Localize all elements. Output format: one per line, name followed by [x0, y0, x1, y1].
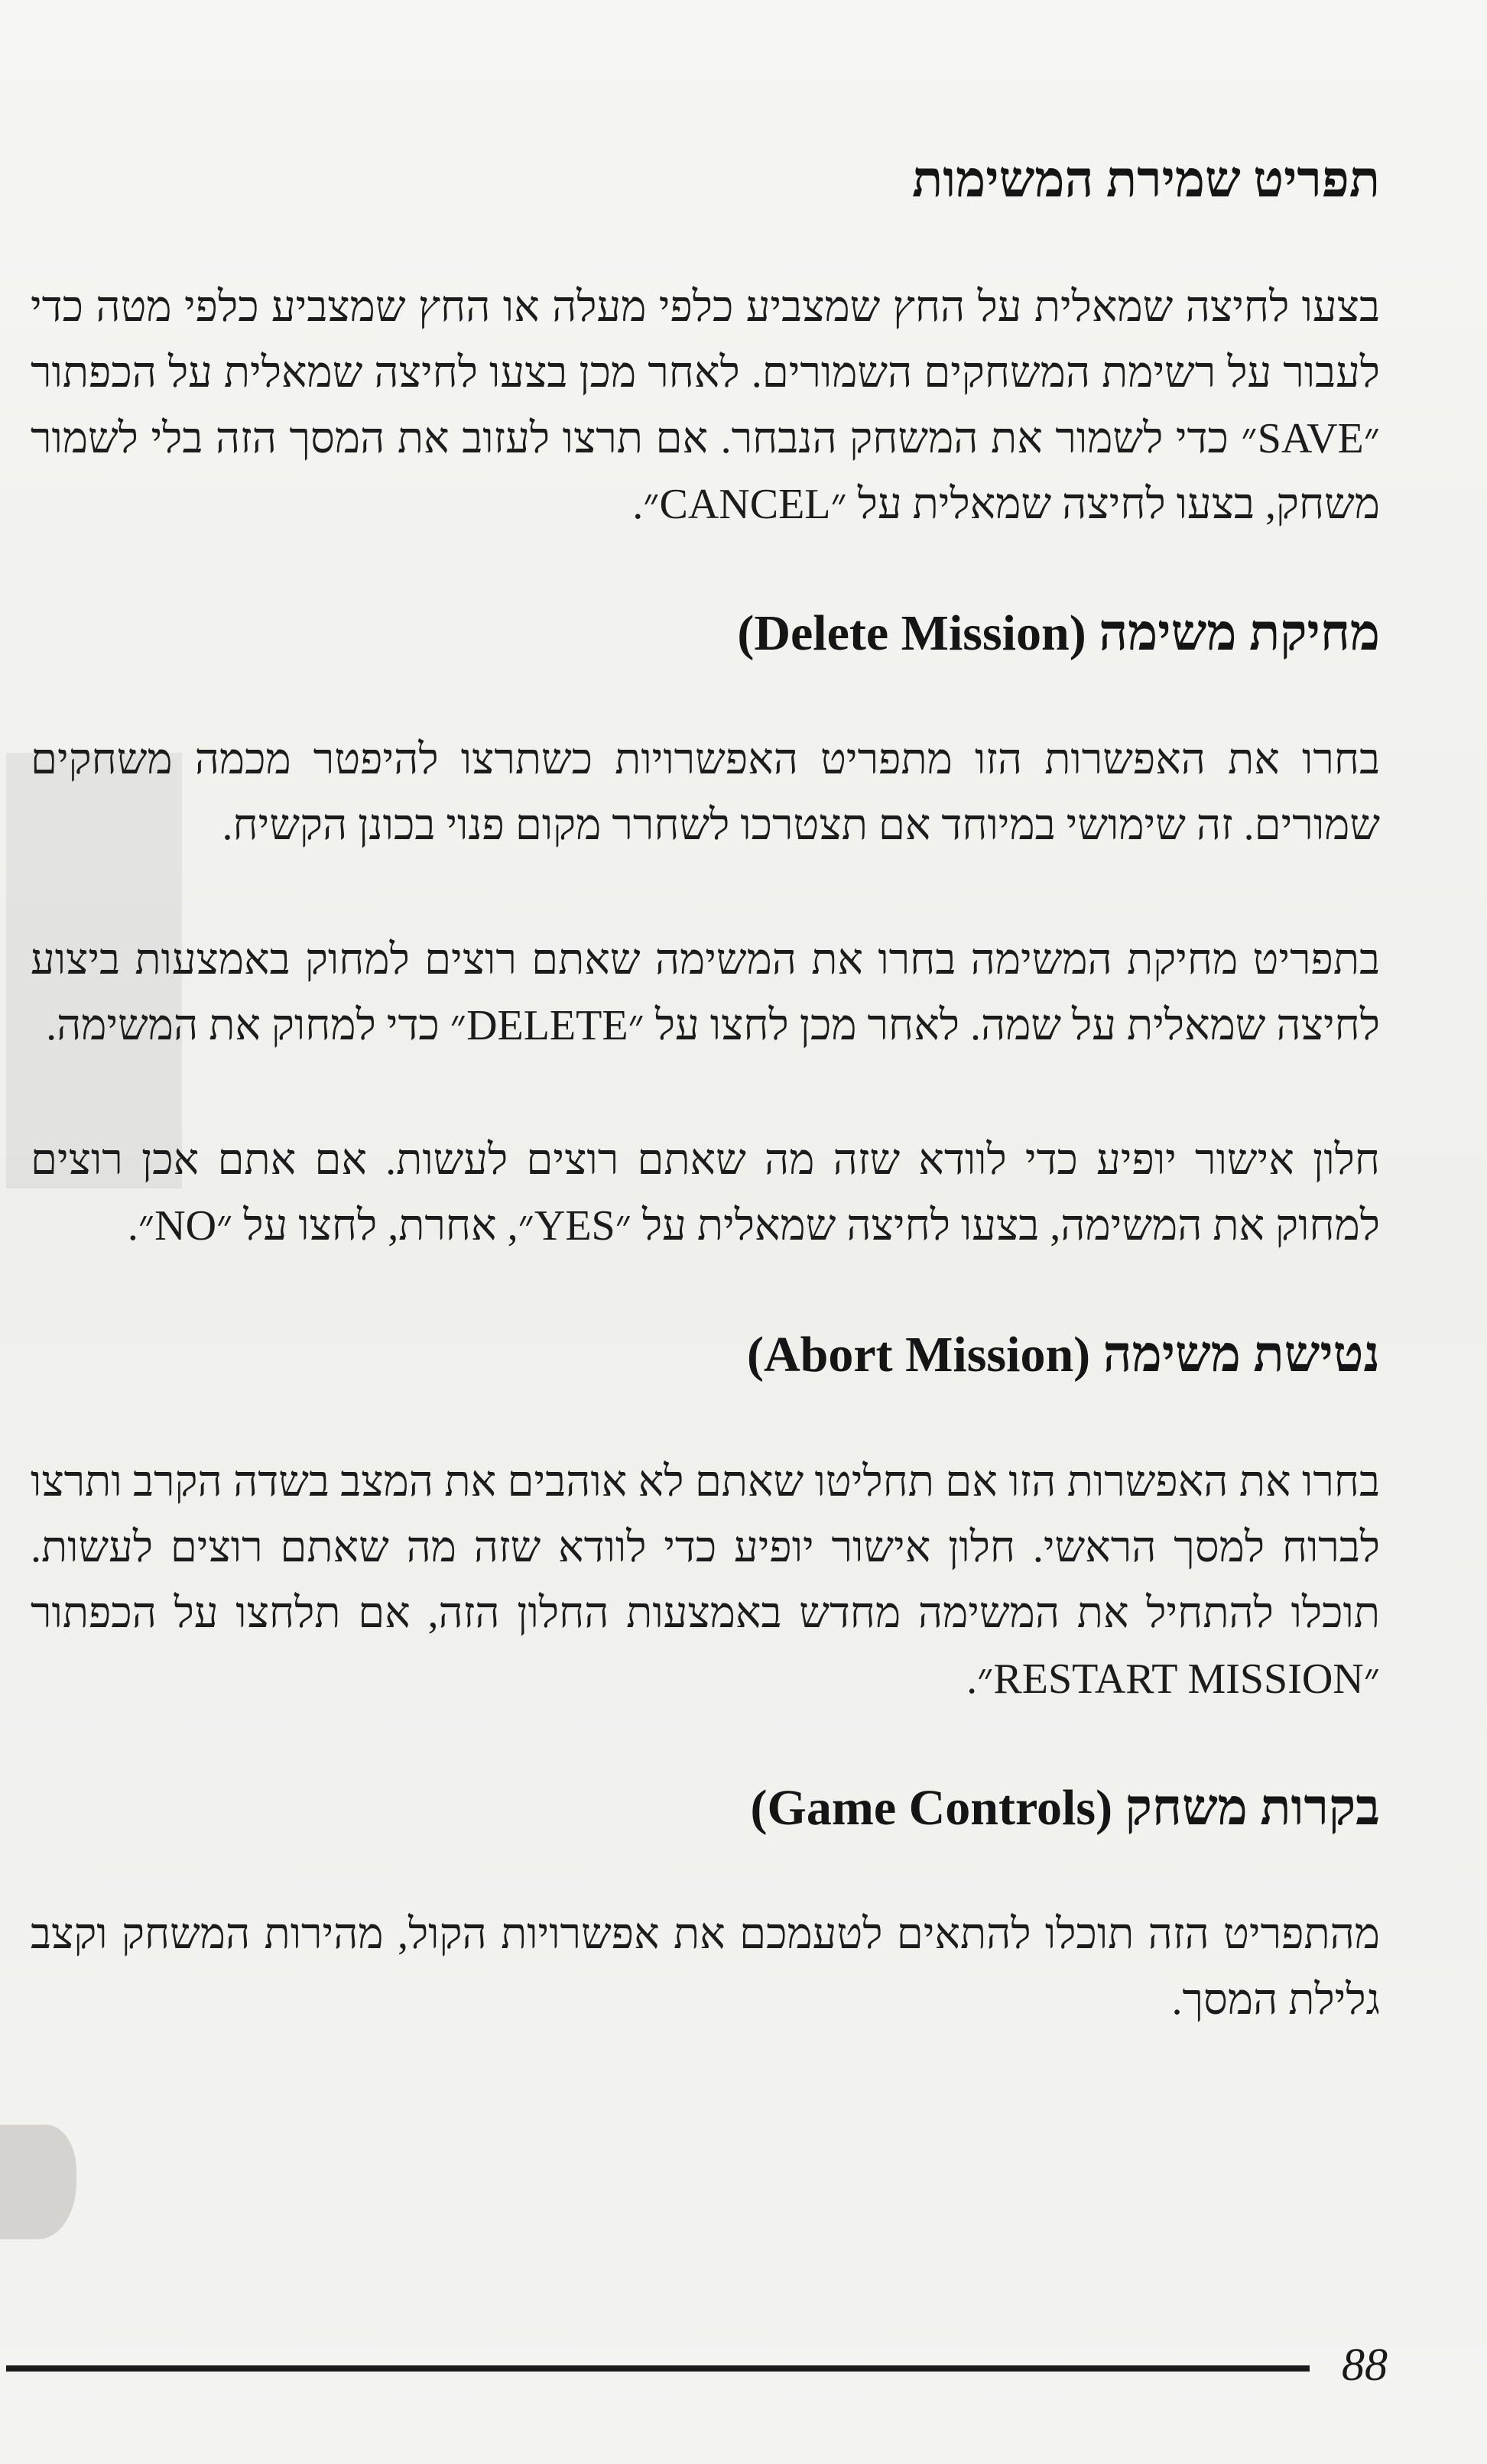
- section-heading: נטישת משימה (Abort Mission): [746, 1327, 1380, 1383]
- section-heading: מחיקת משימה (Delete Mission): [737, 605, 1380, 661]
- section-delete-mission: [31, 606, 1380, 1260]
- footer-rule: [6, 2365, 1310, 2372]
- paragraph: בתפריט מחיקת המשימה בחרו את המשימה שאתם רוצים למחוק באמצעות ביצוע לחיצה שמאלית על שמה. לאחר מכן לחצו על ״DELETE״ כדי למחוק את המשימה.: [31, 936, 1380, 1050]
- paragraph: חלון אישור יופיע כדי לוודא שזה מה שאתם רוצים לעשות. אם אתם אכן רוצים למחוק את המשימה, בצעו לחיצה שמאלית על ״YES״, אחרת, לחצו על ״NO״.: [31, 1136, 1380, 1250]
- section-heading: תפריט שמירת המשימות: [912, 153, 1380, 208]
- paragraph: בחרו את האפשרות הזו מתפריט האפשרויות כשתרצו להיפטר מכמה משחקים שמורים. זה שימושי במיוחד אם תצטרכו לשחרר מקום פנוי בכונן הקשיח.: [31, 736, 1380, 850]
- section-abort-mission: [31, 1328, 1380, 1712]
- page-number: 88: [1342, 2339, 1388, 2390]
- section-save-menu: [31, 153, 1380, 537]
- paragraph: בחרו את האפשרות הזו אם תחליטו שאתם לא אוהבים את המצב בשדה הקרב ותרצו לברוח למסך הראשי. חלון אישור יופיע כדי לוודא שזה מה שאתם רוצים לעשות. תוכלו להתחיל את המשימה מחדש באמצעות החלון הזה, אם תלחצו על הכפתור ״RESTART MISSION״.: [31, 1457, 1380, 1703]
- section-heading: בקרות משחק (Game Controls): [750, 1779, 1380, 1836]
- corner-smudge: [0, 2125, 76, 2239]
- page-content: [31, 153, 1380, 2102]
- section-game-controls: [31, 1781, 1380, 2034]
- paragraph: מהתפריט הזה תוכלו להתאים לטעמכם את אפשרויות הקול, מהירות המשחק וקצב גלילת המסך.: [31, 1911, 1380, 2025]
- paragraph: בצעו לחיצה שמאלית על החץ שמצביע כלפי מעלה או החץ שמצביע כלפי מטה כדי לעבור על רשימת המשחקים השמורים. לאחר מכן בצעו לחיצה שמאלית על הכפתור ״SAVE״ כדי לשמור את המשחק הנבחר. אם תרצו לעזוב את המסך הזה בלי לשמור משחק, בצעו לחיצה שמאלית על ״CANCEL״.: [31, 283, 1380, 528]
